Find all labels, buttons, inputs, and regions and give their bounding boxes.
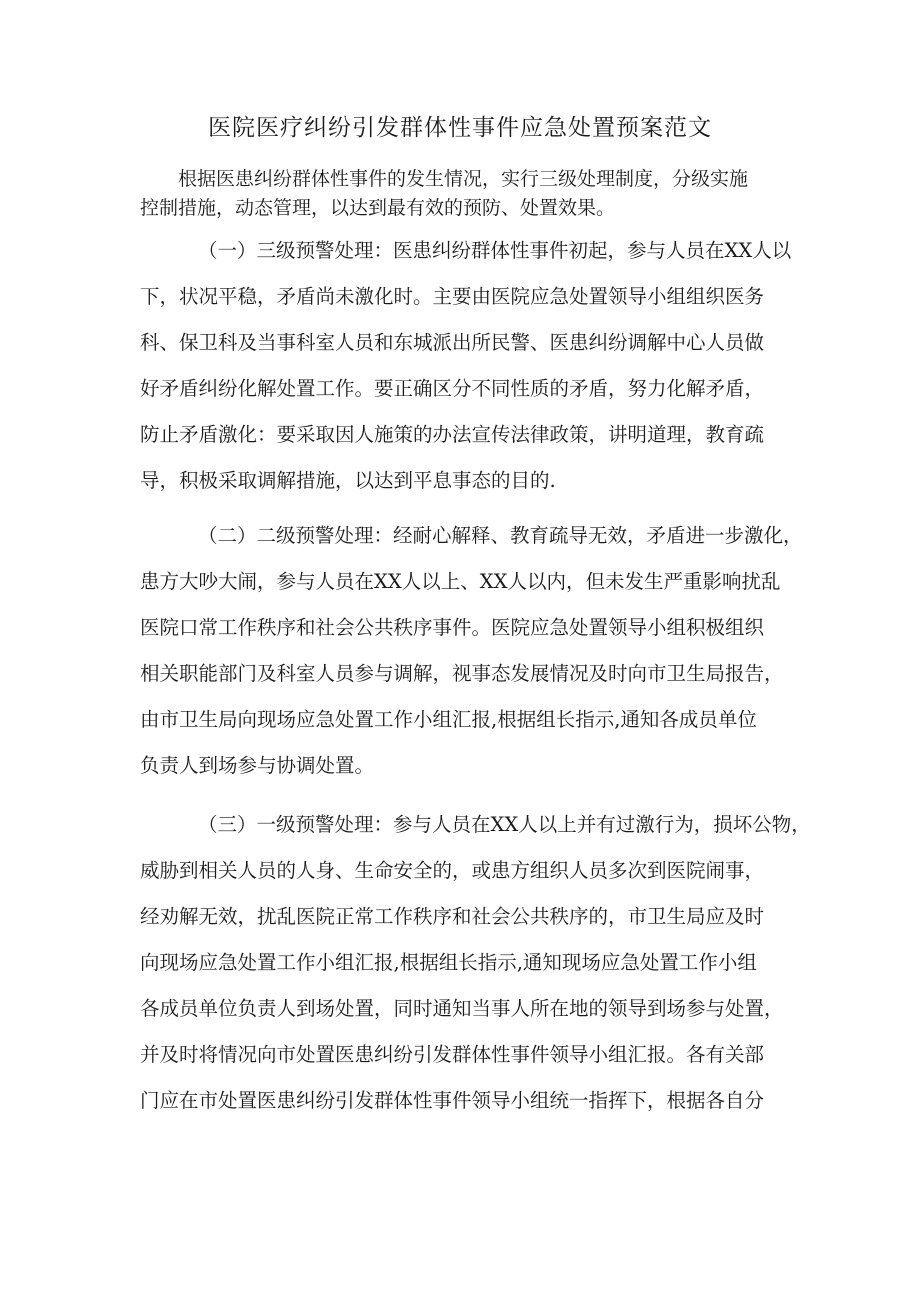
section-1-paragraph (140, 228, 800, 504)
section-3-line: 门应在市处置医患纠纷引发群体性事件领导小组统一指挥下，根据各自分 (140, 1089, 765, 1112)
document-title: 医院医疗纠纷引发群体性事件应急处置预案范文 (208, 115, 712, 141)
section-1-line: 科、保卫科及当事科室人员和东城派出所民警、医患纠纷调解中心人员做 (140, 331, 765, 354)
section-3-line: （三）一级预警处理：参与人员在XX人以上并有过激行为，损坏公物， (198, 813, 811, 836)
section-3-line: 各成员单位负责人到场处置，同时通知当事人所在地的领导到场参与处置， (140, 997, 784, 1020)
section-3-line: 并及时将情况向市处置医患纠纷引发群体性事件领导小组汇报。各有关部 (140, 1043, 765, 1066)
section-1-line: 防止矛盾激化：要采取因人施策的办法宣传法律政策，讲明道理，教育疏 (140, 423, 765, 446)
section-3-line: 威胁到相关人员的人身、生命安全的，或患方组织人员多次到医院闹事， (140, 859, 765, 882)
section-2-paragraph (140, 513, 803, 789)
section-2-line: 相关职能部门及科室人员参与调解，视事态发展情况及时向市卫生局报告， (140, 662, 784, 685)
intro-line: 控制措施，动态管理，以达到最有效的预防、处置效果。 (140, 197, 616, 219)
intro-paragraph (140, 165, 800, 223)
section-1-line: 下，状况平稳，矛盾尚未激化时。主要由医院应急处置领导小组组织医务 (140, 285, 765, 308)
section-1-line: 导，积极采取调解措施，以达到平息事态的目的. (140, 469, 556, 492)
section-2-line: 由市卫生局向现场应急处置工作小组汇报,根据组长指示,通知各成员单位 (140, 708, 757, 731)
intro-line: 根据医患纠纷群体性事件的发生情况，实行三级处理制度，分级实施 (178, 168, 749, 190)
section-1-line: （一）三级预警处理：医患纠纷群体性事件初起，参与人员在XX人以 (198, 239, 792, 262)
section-2-line: 医院口常工作秩序和社会公共秩序事件。医院应急处置领导小组积极组织 (140, 616, 765, 639)
section-3-line: 向现场应急处置工作小组汇报,根据组长指示,通知现场应急处置工作小组 (140, 951, 757, 974)
section-3-paragraph (140, 802, 811, 1124)
section-2-line: （二）二级预警处理：经耐心解释、教育疏导无效，矛盾进一步激化， (198, 524, 803, 547)
section-2-line: 患方大吵大闹，参与人员在XX人以上、XX人以内，但未发生严重影响扰乱 (140, 570, 781, 593)
section-3-line: 经劝解无效，扰乱医院正常工作秩序和社会公共秩序的，市卫生局应及时 (140, 905, 765, 928)
section-1-line: 好矛盾纠纷化解处置工作。要正确区分不同性质的矛盾，努力化解矛盾， (140, 377, 765, 400)
section-2-line: 负责人到场参与协调处置。 (140, 754, 375, 777)
